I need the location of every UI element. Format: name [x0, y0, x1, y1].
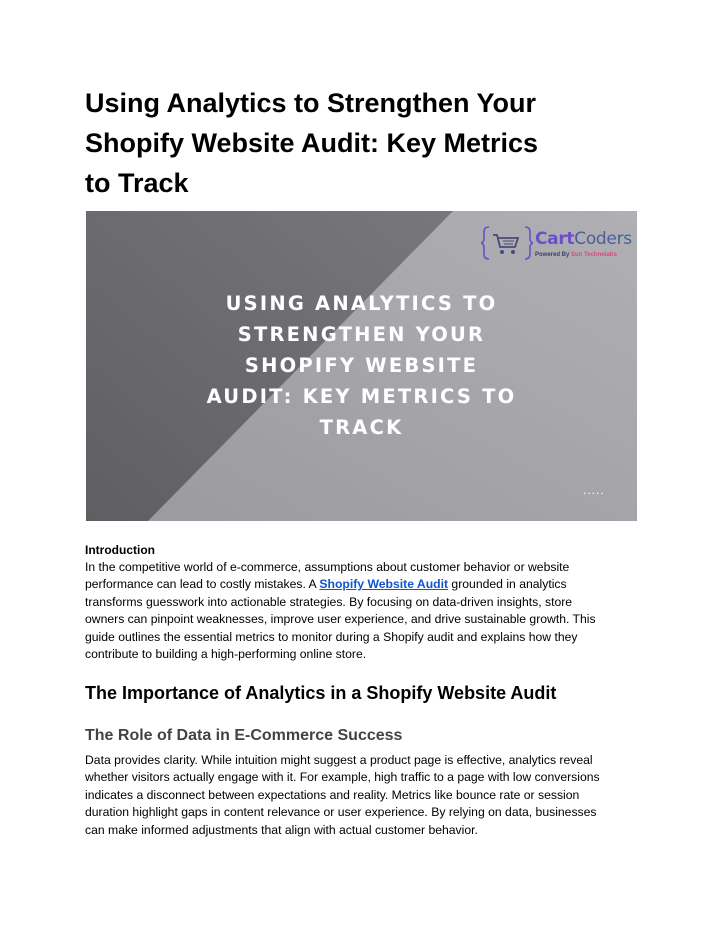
page-title — [85, 83, 645, 203]
hero-heading-line: AUDIT: KEY METRICS TO — [206, 385, 517, 408]
logo-tagline: Powered By Sun Technolabs — [535, 252, 617, 258]
cart-icon — [481, 223, 533, 263]
paragraph-line: indicates a disconnect between expectations and reality. Metrics like bounce rate or session — [85, 787, 580, 802]
hero-heading-line: SHOPIFY WEBSITE — [244, 354, 479, 377]
title-line: Shopify Website Audit: Key Metrics — [85, 128, 539, 158]
section-heading: The Importance of Analytics in a Shopify Website Audit — [85, 683, 557, 703]
paragraph-line: In the competitive world of e-commerce, assumptions about customer behavior or website — [85, 560, 570, 574]
role-paragraph — [85, 752, 645, 839]
intro-paragraph — [85, 559, 645, 663]
shopify-website-audit-link[interactable]: Shopify Website Audit — [319, 577, 449, 592]
logo-brand-name: CartCoders — [535, 229, 632, 249]
paragraph-line: can make informed adjustments that align with actual customer behavior. — [85, 822, 478, 837]
intro-label: Introduction — [85, 543, 155, 557]
paragraph-line: guide outlines the essential metrics to monitor during a Shopify audit and explains how they — [85, 629, 578, 644]
subsection-heading: The Role of Data in E-Commerce Success — [85, 727, 403, 744]
paragraph-line: Data provides clarity. While intuition might suggest a product page is effective, analytics reveal — [85, 753, 593, 767]
paragraph-line: duration highlight gaps in content relevance or user experience. By relying on data, businesses — [85, 805, 597, 820]
paragraph-line: performance can lead to costly mistakes. A Shopify Website Audit grounded in analytics — [85, 577, 567, 592]
paragraph-line: contribute to building a high-performing online store. — [85, 647, 367, 662]
cartcoders-logo — [481, 223, 637, 263]
decorative-dots: ..... — [583, 483, 605, 497]
title-line: Using Analytics to Strengthen Your — [85, 88, 537, 118]
hero-banner-image — [86, 211, 637, 521]
paragraph-line: transforms guesswork into actionable strategies. By focusing on data-driven insights, store — [85, 594, 573, 609]
hero-heading-line: STRENGTHEN YOUR — [237, 323, 486, 346]
title-line: to Track — [85, 168, 189, 198]
paragraph-line: whether visitors actually engage with it. For example, high traffic to a page with low conversions — [85, 770, 600, 785]
hero-heading-line: TRACK — [319, 416, 404, 439]
paragraph-line: owners can pinpoint weaknesses, improve user experience, and drive sustainable growth. This — [85, 612, 596, 627]
hero-heading-line: USING ANALYTICS TO — [225, 292, 498, 315]
hero-heading — [86, 288, 637, 443]
